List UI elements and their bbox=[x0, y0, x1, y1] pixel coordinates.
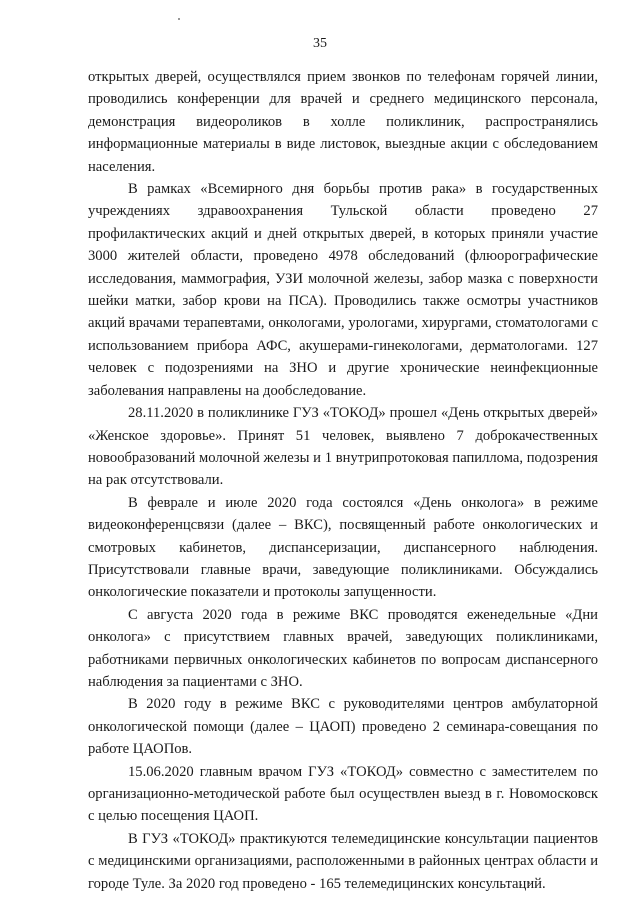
paragraph: В феврале и июле 2020 года состоялся «День онколога» в режиме видеоконференцсвязи (далее – ВКС), посвященный работе онкологических и смотровых кабинетов, диспансеризации, диспансерного наблюдения. Присутствовали главные врачи, заведующие поликлиниками. Обсуждались онкологические показатели и протоколы запущенности. bbox=[88, 494, 598, 601]
document-body bbox=[88, 66, 598, 895]
paragraph: В рамках «Всемирного дня борьбы против рака» в государственных учреждениях здравоохранения Тульской области проведено 27 профилактических акций и дней открытых дверей, в которых приняли участие 3000 жителей области, проведено 4978 обследований (флюорографические исследования, маммография, УЗИ молочной железы, забор мазка с поверхности шейки матки, забор крови на ПСА). Проводились также осмотры участников акций врачами терапевтами, онкологами, урологами, хирургами, стоматологами с использованием прибора АФС, акушерами-гинекологами, дерматологами. 127 человек с подозрениями на ЗНО и другие хронические неинфекционные заболевания направлены на дообследование. bbox=[88, 181, 598, 399]
paragraph: 15.06.2020 главным врачом ГУЗ «ТОКОД» совместно с заместителем по организационно-методической работе был осуществлен выезд в г. Новомосковск с целью посещения ЦАОП. bbox=[88, 763, 598, 825]
paragraph: С августа 2020 года в режиме ВКС проводятся еженедельные «Дни онколога» с присутствием главных врачей, заведующих поликлиниками, работниками первичных онкологических кабинетов по вопросам диспансерного наблюдения за пациентами с ЗНО. bbox=[88, 606, 598, 690]
paragraph: открытых дверей, осуществлялся прием звонков по телефонам горячей линии, проводились конференции для врачей и среднего медицинского персонала, демонстрация видеороликов в холле поликлиник, распространялись информационные материалы в виде листовок, выездные акции с обследованием населения. bbox=[88, 69, 598, 175]
paragraph: В 2020 году в режиме ВКС с руководителями центров амбулаторной онкологической помощи (далее – ЦАОП) проведено 2 семинара-совещания по работе ЦАОПов. bbox=[88, 696, 598, 758]
scan-speck bbox=[178, 18, 180, 20]
paragraph: 28.11.2020 в поликлинике ГУЗ «ТОКОД» прошел «День открытых дверей» «Женское здоровье». Принят 51 человек, выявлено 7 доброкачественных новообразований молочной железы и 1 внутрипротоковая папиллома, подозрения на рак отсутствовали. bbox=[88, 405, 598, 489]
page-number: 35 bbox=[313, 36, 327, 51]
paragraph: В ГУЗ «ТОКОД» практикуются телемедицинские консультации пациентов с медицинскими организациями, расположенными в районных центрах области и городе Туле. За 2020 год проведено - 165 телемедицинских консультаций. bbox=[88, 830, 598, 892]
